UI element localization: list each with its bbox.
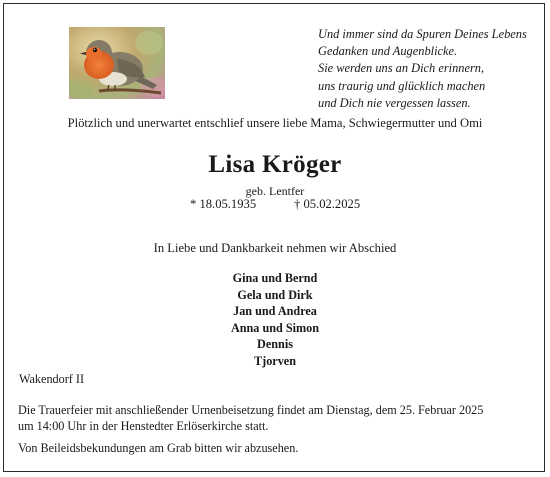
deceased-name: Lisa Kröger: [208, 151, 342, 178]
death-date: † 05.02.2025: [294, 197, 361, 211]
service-info: [18, 403, 538, 434]
family-member: Tjorven: [254, 353, 296, 368]
poem: [318, 26, 527, 112]
family-member: Anna und Simon: [230, 320, 320, 335]
family-member: Gina und Bernd: [232, 271, 318, 285]
intro-text: Plötzlich und unerwartet entschlief unsere liebe Mama, Schwiegermutter und Omi: [67, 116, 483, 130]
farewell-text: In Liebe und Dankbarkeit nehmen wir Abschied: [153, 241, 397, 255]
robin-bird-photo: [69, 27, 165, 99]
poem-line: und Dich nie vergessen lassen.: [318, 95, 471, 110]
family-member: Dennis: [257, 337, 293, 352]
poem-line: uns traurig und glücklich machen: [318, 78, 486, 93]
family-member: Gela und Dirk: [237, 287, 313, 302]
poem-line: Gedanken und Augenblicke.: [318, 44, 458, 59]
maiden-name: geb. Lentfer: [245, 184, 305, 198]
birth-date: * 18.05.1935: [190, 197, 257, 211]
service-line: um 14:00 Uhr in der Henstedter Erlöserkirche statt.: [18, 418, 269, 433]
place-name: Wakendorf II: [19, 372, 85, 386]
poem-line: Sie werden uns an Dich erinnern,: [318, 61, 485, 76]
condolence-note: Von Beileidsbekundungen am Grab bitten wir abzusehen.: [18, 441, 299, 455]
family-list: [0, 270, 550, 370]
family-member: Jan und Andrea: [233, 304, 317, 319]
poem-line: Und immer sind da Spuren Deines Lebens: [318, 27, 527, 41]
service-line: Die Trauerfeier mit anschließender Urnenbeisetzung findet am Dienstag, dem 25. Februar 2025: [18, 403, 484, 417]
